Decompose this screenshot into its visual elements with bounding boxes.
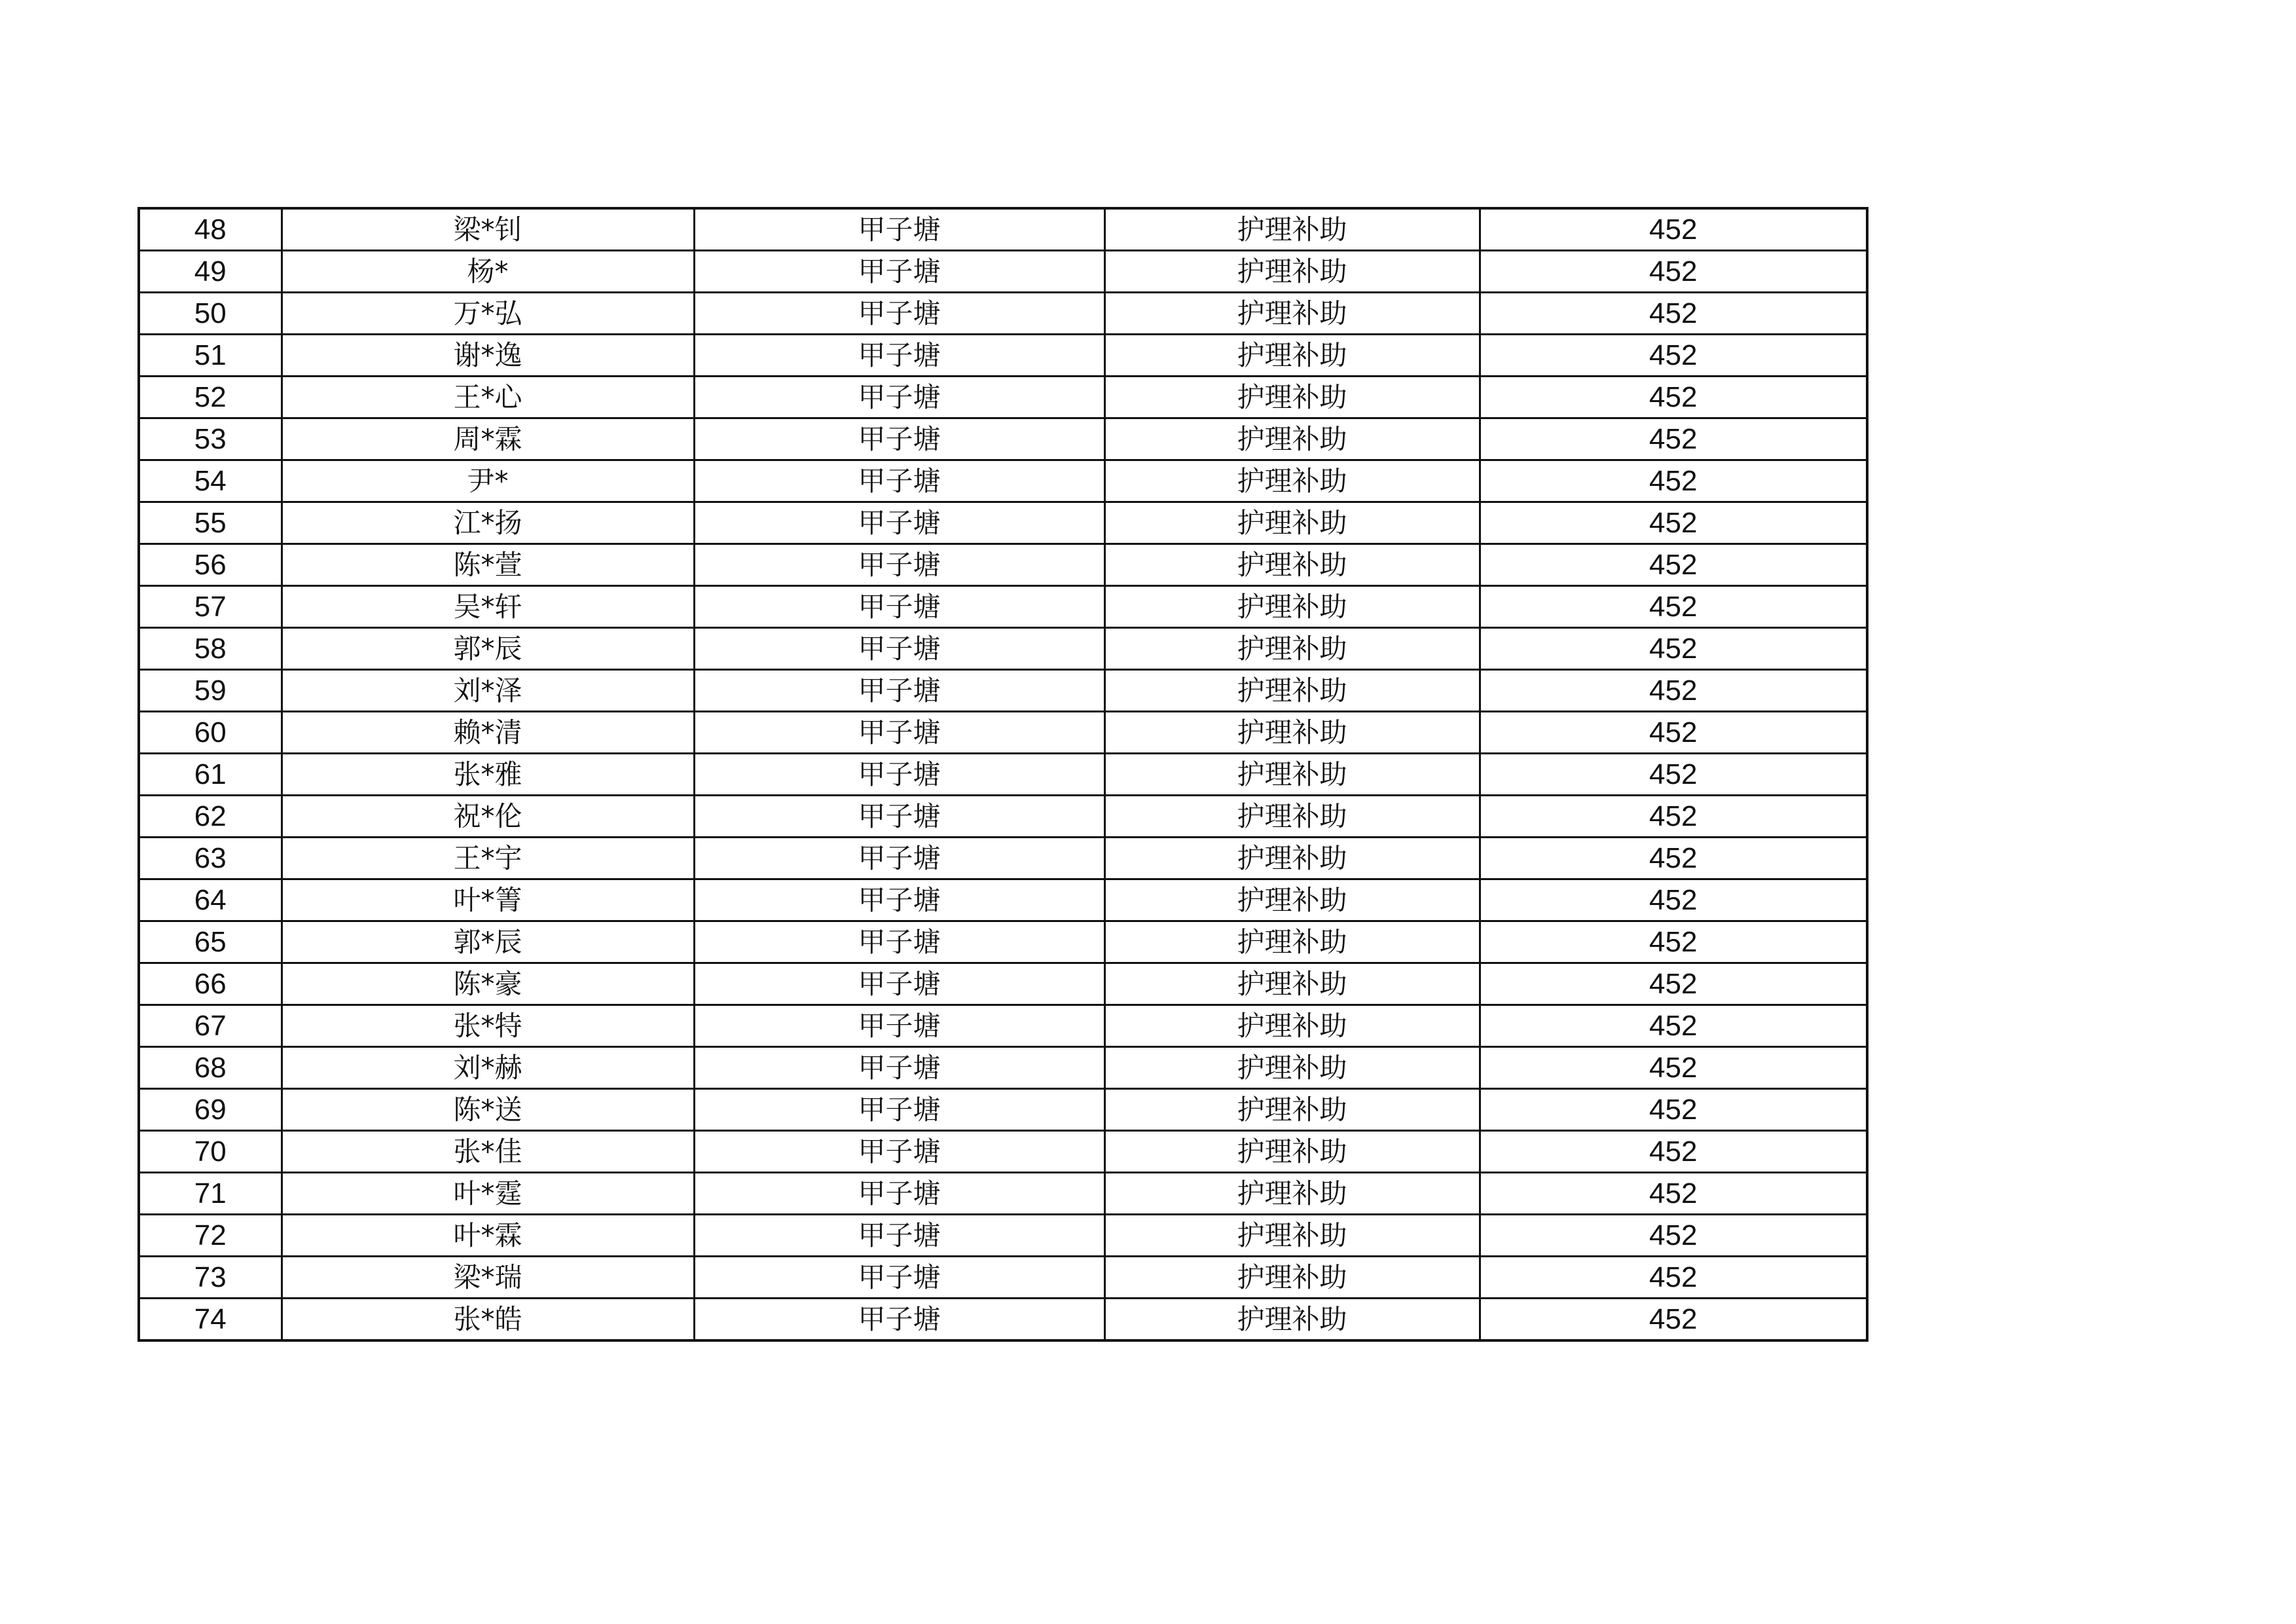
amount-cell: 452 bbox=[1480, 1131, 1867, 1173]
amount-cell: 452 bbox=[1480, 670, 1867, 712]
row-number-cell: 63 bbox=[139, 838, 282, 879]
name-cell: 赖*清 bbox=[282, 712, 694, 754]
row-number-cell: 68 bbox=[139, 1047, 282, 1089]
row-number-cell: 52 bbox=[139, 377, 282, 418]
area-cell: 甲子塘 bbox=[694, 502, 1104, 544]
table-row bbox=[139, 838, 1867, 879]
name-cell: 叶*霖 bbox=[282, 1215, 694, 1257]
table-row bbox=[139, 628, 1867, 670]
name-cell: 刘*泽 bbox=[282, 670, 694, 712]
subsidy-type-cell: 护理补助 bbox=[1104, 1005, 1480, 1047]
name-cell: 张*佳 bbox=[282, 1131, 694, 1173]
area-cell: 甲子塘 bbox=[694, 1005, 1104, 1047]
row-number-cell: 60 bbox=[139, 712, 282, 754]
row-number-cell: 53 bbox=[139, 418, 282, 460]
subsidy-type-cell: 护理补助 bbox=[1104, 963, 1480, 1005]
subsidy-type-cell: 护理补助 bbox=[1104, 1257, 1480, 1299]
row-number-cell: 69 bbox=[139, 1089, 282, 1131]
row-number-cell: 56 bbox=[139, 544, 282, 586]
row-number-cell: 61 bbox=[139, 754, 282, 796]
amount-cell: 452 bbox=[1480, 293, 1867, 335]
area-cell: 甲子塘 bbox=[694, 921, 1104, 963]
row-number-cell: 74 bbox=[139, 1299, 282, 1341]
subsidy-type-cell: 护理补助 bbox=[1104, 377, 1480, 418]
row-number-cell: 65 bbox=[139, 921, 282, 963]
table-body bbox=[139, 208, 1867, 1340]
name-cell: 江*扬 bbox=[282, 502, 694, 544]
subsidy-type-cell: 护理补助 bbox=[1104, 921, 1480, 963]
name-cell: 杨* bbox=[282, 251, 694, 293]
subsidy-type-cell: 护理补助 bbox=[1104, 838, 1480, 879]
name-cell: 陈*萱 bbox=[282, 544, 694, 586]
name-cell: 梁*瑞 bbox=[282, 1257, 694, 1299]
area-cell: 甲子塘 bbox=[694, 712, 1104, 754]
subsidy-type-cell: 护理补助 bbox=[1104, 586, 1480, 628]
subsidy-type-cell: 护理补助 bbox=[1104, 251, 1480, 293]
table-row bbox=[139, 1299, 1867, 1341]
row-number-cell: 73 bbox=[139, 1257, 282, 1299]
area-cell: 甲子塘 bbox=[694, 670, 1104, 712]
name-cell: 叶*箐 bbox=[282, 879, 694, 921]
amount-cell: 452 bbox=[1480, 754, 1867, 796]
amount-cell: 452 bbox=[1480, 963, 1867, 1005]
table-row bbox=[139, 796, 1867, 838]
row-number-cell: 72 bbox=[139, 1215, 282, 1257]
subsidy-type-cell: 护理补助 bbox=[1104, 796, 1480, 838]
name-cell: 祝*伦 bbox=[282, 796, 694, 838]
subsidy-type-cell: 护理补助 bbox=[1104, 628, 1480, 670]
subsidy-type-cell: 护理补助 bbox=[1104, 418, 1480, 460]
amount-cell: 452 bbox=[1480, 1299, 1867, 1341]
row-number-cell: 48 bbox=[139, 208, 282, 251]
amount-cell: 452 bbox=[1480, 586, 1867, 628]
subsidy-type-cell: 护理补助 bbox=[1104, 712, 1480, 754]
amount-cell: 452 bbox=[1480, 1215, 1867, 1257]
row-number-cell: 50 bbox=[139, 293, 282, 335]
table-row bbox=[139, 921, 1867, 963]
row-number-cell: 54 bbox=[139, 460, 282, 502]
table-row bbox=[139, 1257, 1867, 1299]
area-cell: 甲子塘 bbox=[694, 251, 1104, 293]
name-cell: 梁*钊 bbox=[282, 208, 694, 251]
table-row bbox=[139, 1005, 1867, 1047]
area-cell: 甲子塘 bbox=[694, 1215, 1104, 1257]
row-number-cell: 55 bbox=[139, 502, 282, 544]
subsidy-type-cell: 护理补助 bbox=[1104, 544, 1480, 586]
name-cell: 吴*轩 bbox=[282, 586, 694, 628]
table-row bbox=[139, 460, 1867, 502]
amount-cell: 452 bbox=[1480, 335, 1867, 377]
name-cell: 张*特 bbox=[282, 1005, 694, 1047]
amount-cell: 452 bbox=[1480, 628, 1867, 670]
amount-cell: 452 bbox=[1480, 796, 1867, 838]
name-cell: 陈*送 bbox=[282, 1089, 694, 1131]
row-number-cell: 62 bbox=[139, 796, 282, 838]
name-cell: 周*霖 bbox=[282, 418, 694, 460]
area-cell: 甲子塘 bbox=[694, 208, 1104, 251]
subsidy-type-cell: 护理补助 bbox=[1104, 293, 1480, 335]
name-cell: 张*皓 bbox=[282, 1299, 694, 1341]
amount-cell: 452 bbox=[1480, 544, 1867, 586]
area-cell: 甲子塘 bbox=[694, 586, 1104, 628]
area-cell: 甲子塘 bbox=[694, 879, 1104, 921]
area-cell: 甲子塘 bbox=[694, 628, 1104, 670]
row-number-cell: 66 bbox=[139, 963, 282, 1005]
area-cell: 甲子塘 bbox=[694, 335, 1104, 377]
row-number-cell: 59 bbox=[139, 670, 282, 712]
row-number-cell: 58 bbox=[139, 628, 282, 670]
area-cell: 甲子塘 bbox=[694, 377, 1104, 418]
amount-cell: 452 bbox=[1480, 1173, 1867, 1215]
name-cell: 刘*赫 bbox=[282, 1047, 694, 1089]
amount-cell: 452 bbox=[1480, 460, 1867, 502]
amount-cell: 452 bbox=[1480, 1257, 1867, 1299]
table-row bbox=[139, 208, 1867, 251]
subsidy-type-cell: 护理补助 bbox=[1104, 1047, 1480, 1089]
table-row bbox=[139, 418, 1867, 460]
row-number-cell: 49 bbox=[139, 251, 282, 293]
area-cell: 甲子塘 bbox=[694, 460, 1104, 502]
table-row bbox=[139, 1173, 1867, 1215]
amount-cell: 452 bbox=[1480, 879, 1867, 921]
area-cell: 甲子塘 bbox=[694, 838, 1104, 879]
subsidy-type-cell: 护理补助 bbox=[1104, 670, 1480, 712]
subsidy-type-cell: 护理补助 bbox=[1104, 1173, 1480, 1215]
amount-cell: 452 bbox=[1480, 1089, 1867, 1131]
table-row bbox=[139, 586, 1867, 628]
area-cell: 甲子塘 bbox=[694, 1047, 1104, 1089]
row-number-cell: 64 bbox=[139, 879, 282, 921]
subsidy-type-cell: 护理补助 bbox=[1104, 754, 1480, 796]
name-cell: 郭*辰 bbox=[282, 921, 694, 963]
amount-cell: 452 bbox=[1480, 921, 1867, 963]
table-row bbox=[139, 754, 1867, 796]
table-row bbox=[139, 963, 1867, 1005]
row-number-cell: 70 bbox=[139, 1131, 282, 1173]
amount-cell: 452 bbox=[1480, 208, 1867, 251]
amount-cell: 452 bbox=[1480, 418, 1867, 460]
amount-cell: 452 bbox=[1480, 1005, 1867, 1047]
subsidy-type-cell: 护理补助 bbox=[1104, 1089, 1480, 1131]
amount-cell: 452 bbox=[1480, 502, 1867, 544]
table-row bbox=[139, 1215, 1867, 1257]
table-row bbox=[139, 335, 1867, 377]
table-row bbox=[139, 712, 1867, 754]
area-cell: 甲子塘 bbox=[694, 796, 1104, 838]
name-cell: 郭*辰 bbox=[282, 628, 694, 670]
amount-cell: 452 bbox=[1480, 1047, 1867, 1089]
row-number-cell: 57 bbox=[139, 586, 282, 628]
table-row bbox=[139, 544, 1867, 586]
name-cell: 谢*逸 bbox=[282, 335, 694, 377]
subsidy-type-cell: 护理补助 bbox=[1104, 879, 1480, 921]
name-cell: 陈*豪 bbox=[282, 963, 694, 1005]
amount-cell: 452 bbox=[1480, 377, 1867, 418]
area-cell: 甲子塘 bbox=[694, 544, 1104, 586]
name-cell: 王*宇 bbox=[282, 838, 694, 879]
table-row bbox=[139, 377, 1867, 418]
area-cell: 甲子塘 bbox=[694, 1089, 1104, 1131]
subsidy-type-cell: 护理补助 bbox=[1104, 460, 1480, 502]
name-cell: 张*雅 bbox=[282, 754, 694, 796]
amount-cell: 452 bbox=[1480, 251, 1867, 293]
amount-cell: 452 bbox=[1480, 838, 1867, 879]
name-cell: 万*弘 bbox=[282, 293, 694, 335]
table-row bbox=[139, 1131, 1867, 1173]
amount-cell: 452 bbox=[1480, 712, 1867, 754]
area-cell: 甲子塘 bbox=[694, 754, 1104, 796]
subsidy-type-cell: 护理补助 bbox=[1104, 502, 1480, 544]
area-cell: 甲子塘 bbox=[694, 418, 1104, 460]
table-row bbox=[139, 502, 1867, 544]
table-row bbox=[139, 251, 1867, 293]
area-cell: 甲子塘 bbox=[694, 1299, 1104, 1341]
subsidy-table bbox=[137, 207, 1868, 1342]
table-row bbox=[139, 670, 1867, 712]
table-row bbox=[139, 293, 1867, 335]
area-cell: 甲子塘 bbox=[694, 1257, 1104, 1299]
subsidy-type-cell: 护理补助 bbox=[1104, 208, 1480, 251]
row-number-cell: 67 bbox=[139, 1005, 282, 1047]
subsidy-type-cell: 护理补助 bbox=[1104, 1299, 1480, 1341]
subsidy-type-cell: 护理补助 bbox=[1104, 335, 1480, 377]
name-cell: 叶*霆 bbox=[282, 1173, 694, 1215]
table-row bbox=[139, 1047, 1867, 1089]
subsidy-type-cell: 护理补助 bbox=[1104, 1131, 1480, 1173]
row-number-cell: 51 bbox=[139, 335, 282, 377]
name-cell: 尹* bbox=[282, 460, 694, 502]
area-cell: 甲子塘 bbox=[694, 963, 1104, 1005]
area-cell: 甲子塘 bbox=[694, 293, 1104, 335]
table-row bbox=[139, 1089, 1867, 1131]
area-cell: 甲子塘 bbox=[694, 1173, 1104, 1215]
name-cell: 王*心 bbox=[282, 377, 694, 418]
row-number-cell: 71 bbox=[139, 1173, 282, 1215]
table-row bbox=[139, 879, 1867, 921]
area-cell: 甲子塘 bbox=[694, 1131, 1104, 1173]
subsidy-type-cell: 护理补助 bbox=[1104, 1215, 1480, 1257]
